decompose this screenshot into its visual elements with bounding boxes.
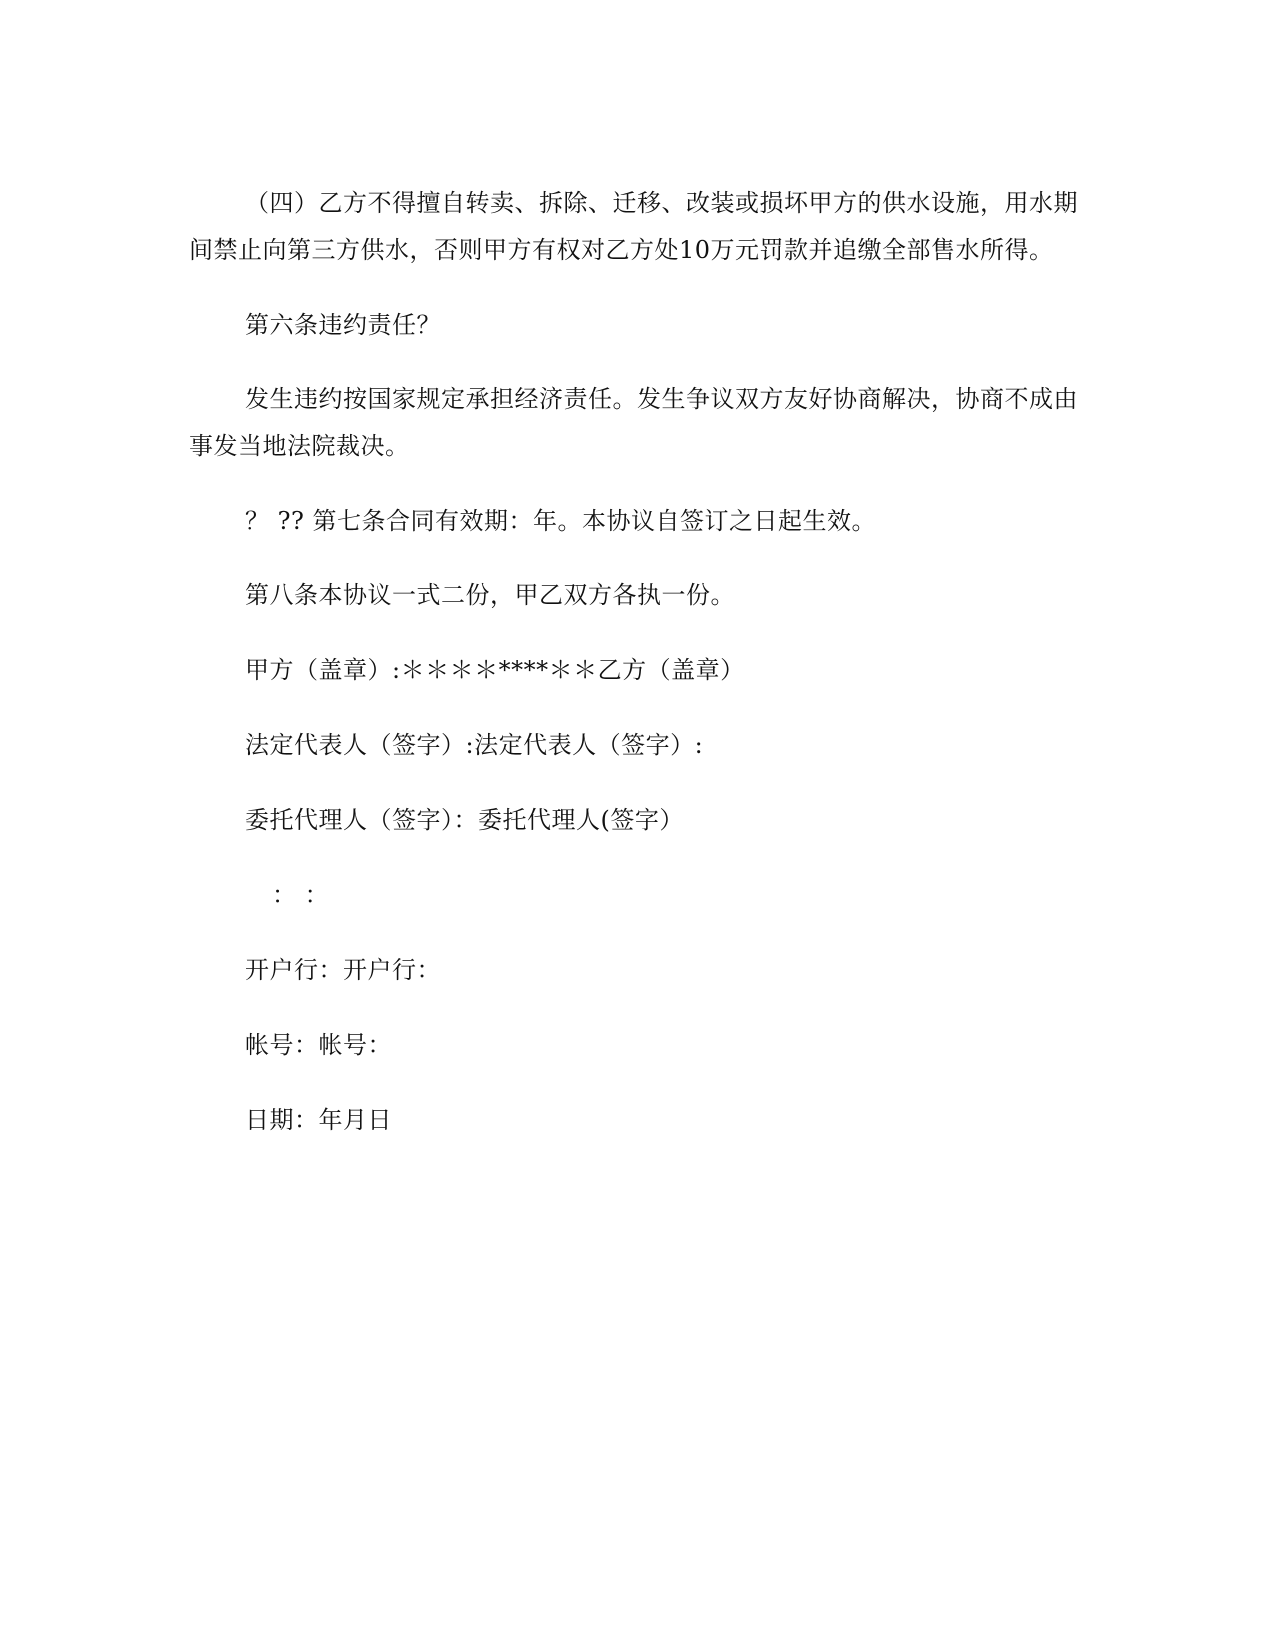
article-6-body-line-2: 事发当地法院裁决。 xyxy=(189,432,410,460)
article-6-heading: 第六条违约责任？ xyxy=(245,311,441,339)
agent-line: 委托代理人（签字）：委托代理人(签字） xyxy=(245,806,684,834)
account-line: 帐号：帐号： xyxy=(245,1031,392,1059)
article-8: 第八条本协议一式二份，甲乙双方各执一份。 xyxy=(245,581,735,609)
party-seal-line: 甲方（盖章）:＊＊＊＊****＊＊乙方（盖章） xyxy=(245,656,745,684)
article-6-body-line-1: 发生违约按国家规定承担经济责任。发生争议双方友好协商解决，协商不成由 xyxy=(245,385,1078,413)
colons-line: ： ： xyxy=(272,881,330,909)
bank-line: 开户行：开户行： xyxy=(245,956,441,984)
date-line: 日期：年月日 xyxy=(245,1106,392,1134)
para-4-line-2: 间禁止向第三方供水，否则甲方有权对乙方处10万元罚款并追缴全部售水所得。 xyxy=(189,236,1054,264)
article-7: ？ ?? 第七条合同有效期：年。本协议自签订之日起生效。 xyxy=(245,507,876,535)
legal-rep-line: 法定代表人（签字）:法定代表人（签字）: xyxy=(245,731,704,759)
para-4-line-1: （四）乙方不得擅自转卖、拆除、迁移、改装或损坏甲方的供水设施，用水期 xyxy=(245,189,1078,217)
